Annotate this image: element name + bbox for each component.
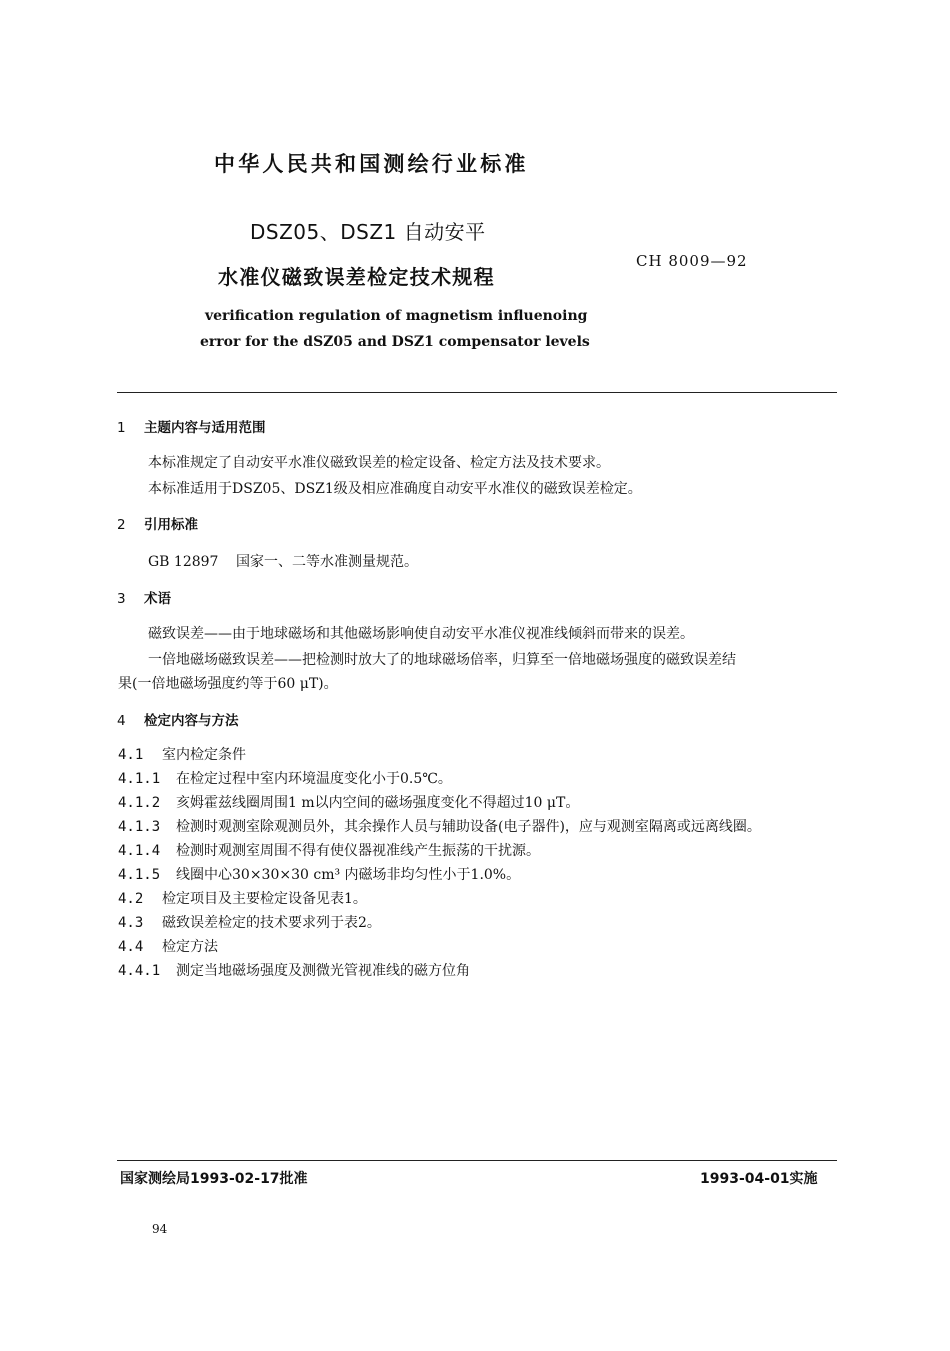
section-title: 检定内容与方法 [144,713,239,729]
clause-text: 测定当地磁场强度及测微光管视准线的磁方位角 [176,963,470,979]
section-number: 4 [117,713,126,729]
clause-item [118,912,381,932]
clause-text: 亥姆霍兹线圈周围1 m以内空间的磁场强度变化不得超过10 μT。 [176,795,580,811]
standard-code: CH 8009—92 [636,252,748,270]
approval-statement: 国家测绘局1993-02-17批准 [120,1171,308,1187]
footer-divider [117,1160,837,1161]
clause-text: 检定项目及主要检定设备见表1。 [162,891,367,907]
clause-number: 4.3 [118,915,144,931]
section-1-heading [117,416,266,436]
top-divider [117,392,837,393]
clause-item [118,888,367,908]
document-title-line1: DSZ05、DSZ1 自动安平 [250,220,486,244]
page-number: 94 [152,1222,168,1236]
clause-text: 室内检定条件 [162,747,246,763]
section-number: 2 [117,517,126,533]
clause-number: 4.4 [118,939,144,955]
section-3-heading [117,587,171,607]
clause-text: 检测时观测室除观测员外，其余操作人员与辅助设备(电子器件)，应与观测室隔离或远离线圈。 [176,819,761,835]
clause-number: 4.4.1 [118,963,161,979]
clause-text: 在检定过程中室内环境温度变化小于0.5℃。 [176,771,452,787]
clause-text: 线圈中心30×30×30 cm³ 内磁场非均匀性小于1.0%。 [176,867,521,883]
section-title: 主题内容与适用范围 [144,420,266,436]
reference-standard [148,551,418,571]
section-title: 引用标准 [144,517,198,533]
clause-item [118,936,218,956]
clause-number: 4.2 [118,891,144,907]
clause-number: 4.1.2 [118,795,161,811]
paragraph: 本标准适用于DSZ05、DSZ1级及相应准确度自动安平水准仪的磁致误差检定。 [148,481,642,497]
clause-text: 检定方法 [162,939,218,955]
clause-text: 磁致误差检定的技术要求列于表2。 [162,915,381,931]
clause-text: 检测时观测室周围不得有使仪器视准线产生振荡的干扰源。 [176,843,540,859]
section-2-heading [117,513,198,533]
clause-number: 4.1.5 [118,867,161,883]
document-title-line2: 水准仪磁致误差检定技术规程 [218,265,495,289]
clause-item [118,864,520,884]
section-number: 1 [117,420,126,436]
clause-number: 4.1.3 [118,819,161,835]
reference-code: GB 12897 [148,554,219,570]
section-title: 术语 [144,591,171,607]
clause-item [118,960,470,980]
english-title-line1: verification regulation of magnetism influenoing [205,308,588,324]
clause-item [118,792,579,812]
clause-number: 4.1.1 [118,771,161,787]
paragraph: 本标准规定了自动安平水准仪磁致误差的检定设备、检定方法及技术要求。 [148,455,610,471]
clause-item [118,768,452,788]
paragraph: 果(一倍地磁场强度约等于60 μT)。 [118,676,338,692]
standard-org-heading: 中华人民共和国测绘行业标准 [214,152,529,176]
section-number: 3 [117,591,126,607]
clause-number: 4.1 [118,747,144,763]
paragraph: 磁致误差——由于地球磁场和其他磁场影响使自动安平水准仪视准线倾斜而带来的误差。 [148,626,694,642]
clause-item [118,816,761,836]
clause-number: 4.1.4 [118,843,161,859]
english-title-line2: error for the dSZ05 and DSZ1 compensator levels [200,334,590,350]
section-4-heading [117,709,239,729]
implementation-date: 1993-04-01实施 [700,1171,818,1187]
clause-item [118,840,540,860]
clause-item [118,744,246,764]
paragraph: 一倍地磁场磁致误差——把检测时放大了的地球磁场倍率，归算至一倍地磁场强度的磁致误差结 [148,652,736,668]
reference-title: 国家一、二等水准测量规范。 [236,554,418,570]
